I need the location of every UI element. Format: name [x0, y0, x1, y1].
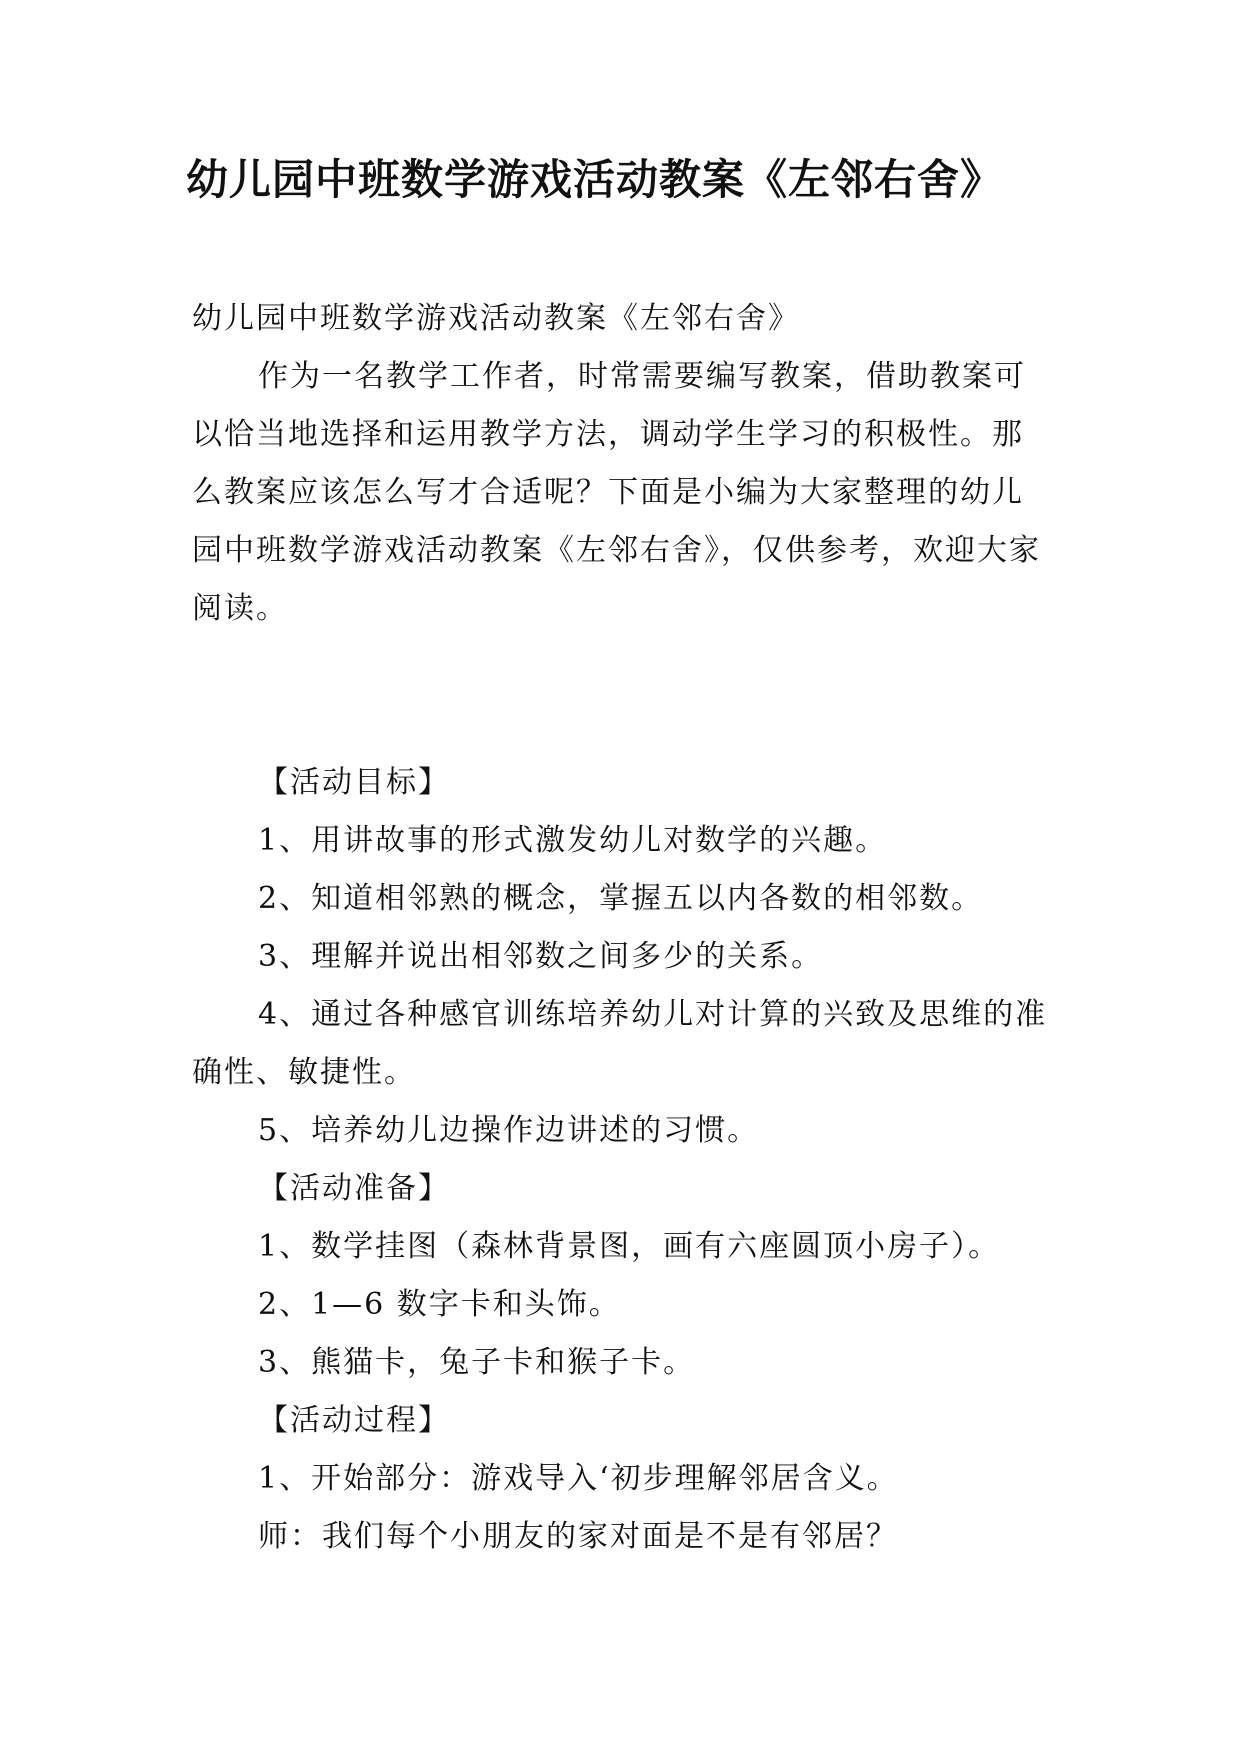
teacher-dialogue: 师：我们每个小朋友的家对面是不是有邻居？	[258, 1519, 898, 1554]
goal-item: 3、理解并说出相邻数之间多少的关系。	[258, 939, 824, 974]
subtitle-line: 幼儿园中班数学游戏活动教案《左邻右舍》	[192, 301, 800, 336]
document-body	[192, 290, 1052, 1566]
goal-item: 4、通过各种感官训练培养幼儿对计算的兴致及思维的准确性、敏捷性。	[192, 997, 1048, 1090]
section-heading-process: 【活动过程】	[258, 1403, 450, 1438]
goal-item: 5、培养幼儿边操作边讲述的习惯。	[258, 1113, 760, 1148]
preparation-item: 2、1—6 数字卡和头饰。	[258, 1287, 621, 1322]
intro-paragraph: 作为一名教学工作者，时常需要编写教案，借助教案可以恰当地选择和运用教学方法，调动学生学习的积极性。那么教案应该怎么写才合适呢？下面是小编为大家整理的幼儿园中班数学游戏活动教案《左邻右舍》，仅供参考，欢迎大家阅读。	[192, 359, 1041, 626]
section-heading-preparation: 【活动准备】	[258, 1171, 450, 1206]
preparation-item: 1、数学挂图（森林背景图，画有六座圆顶小房子）。	[258, 1229, 1001, 1264]
document-title: 幼儿园中班数学游戏活动教案《左邻右舍》	[186, 155, 1004, 204]
goal-item: 1、用讲故事的形式激发幼儿对数学的兴趣。	[258, 823, 888, 858]
preparation-item: 3、熊猫卡，兔子卡和猴子卡。	[258, 1345, 696, 1380]
section-heading-goals: 【活动目标】	[258, 765, 450, 800]
spacer	[192, 638, 1052, 754]
goal-item: 2、知道相邻熟的概念，掌握五以内各数的相邻数。	[258, 881, 984, 916]
process-item: 1、开始部分：游戏导入‘初步理解邻居含义。	[258, 1461, 899, 1496]
